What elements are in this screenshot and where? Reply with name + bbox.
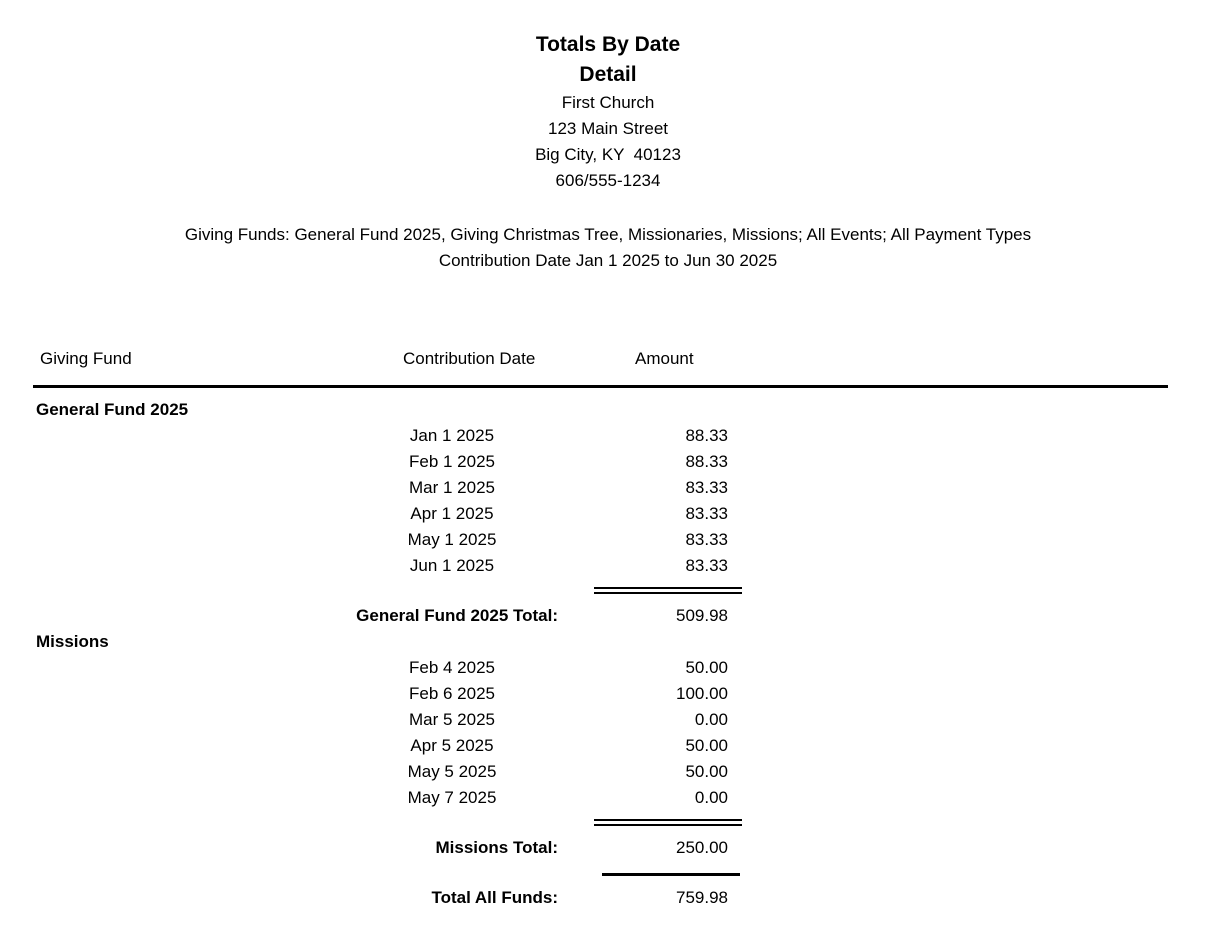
fund-rows [0,655,1208,811]
row-date: Mar 5 2025 [409,710,495,729]
report-criteria [0,222,1208,274]
row-amount: 100.00 [676,684,728,703]
table-column-header [0,346,1208,372]
row-amount: 83.33 [685,504,728,523]
contribution-row [0,681,1208,707]
column-header-amount: Amount [635,349,694,368]
org-phone: 606/555-1234 [555,171,661,190]
contribution-row [0,733,1208,759]
fund-total-amount: 250.00 [676,838,728,857]
contribution-row [0,553,1208,579]
report-title-line1: Totals By Date [535,33,681,56]
contribution-row [0,501,1208,527]
fund-total-label: General Fund 2025 Total: [356,606,558,625]
contribution-row [0,449,1208,475]
report-header [0,0,1208,194]
row-date: Apr 1 2025 [410,504,494,523]
table-header-rule [33,385,1168,388]
contribution-row [0,475,1208,501]
row-date: Jun 1 2025 [409,556,495,575]
row-amount: 50.00 [685,762,728,781]
fund-total-label: Missions Total: [435,838,558,857]
row-date: Jan 1 2025 [409,426,495,445]
row-date: Feb 6 2025 [408,684,495,703]
row-date: May 5 2025 [407,762,497,781]
fund-section [0,397,1208,629]
contribution-row [0,655,1208,681]
grand-total-rule [602,873,740,876]
row-amount: 83.33 [685,478,728,497]
row-date: Feb 1 2025 [408,452,495,471]
row-amount: 83.33 [685,556,728,575]
fund-section [0,629,1208,861]
row-amount: 0.00 [694,788,728,807]
row-amount: 83.33 [685,530,728,549]
row-amount: 50.00 [685,658,728,677]
grand-total-row [0,885,1208,911]
column-header-date: Contribution Date [403,349,536,368]
fund-sections [0,397,1208,861]
row-amount: 88.33 [685,452,728,471]
row-date: May 7 2025 [407,788,497,807]
contribution-row [0,707,1208,733]
criteria-daterange-line: Contribution Date Jan 1 2025 to Jun 30 2025 [438,251,778,270]
row-date: May 1 2025 [407,530,497,549]
grand-total-amount: 759.98 [676,888,728,907]
column-header-fund: Giving Fund [40,349,132,368]
row-date: Feb 4 2025 [408,658,495,677]
row-amount: 88.33 [685,426,728,445]
fund-section-name: General Fund 2025 [36,400,189,419]
row-amount: 50.00 [685,736,728,755]
row-date: Apr 5 2025 [410,736,494,755]
org-name: First Church [561,93,655,112]
contribution-row [0,423,1208,449]
fund-section-name: Missions [36,632,109,651]
contribution-row [0,527,1208,553]
fund-total-row [0,603,1208,629]
fund-rows [0,423,1208,579]
contribution-row [0,785,1208,811]
fund-total-amount: 509.98 [676,606,728,625]
org-address-line2: Big City, KY 40123 [535,145,681,164]
org-address-line1: 123 Main Street [547,119,668,138]
fund-subtotal-rule [594,587,742,594]
fund-subtotal-rule [594,819,742,826]
report-title-line2: Detail [579,63,637,86]
grand-total-label: Total All Funds: [431,888,558,907]
row-date: Mar 1 2025 [409,478,495,497]
criteria-funds-line: Giving Funds: General Fund 2025, Giving Christmas Tree, Missionaries, Missions; All Events; All Payment Types [184,225,1032,244]
fund-total-row [0,835,1208,861]
contribution-row [0,759,1208,785]
row-amount: 0.00 [694,710,728,729]
